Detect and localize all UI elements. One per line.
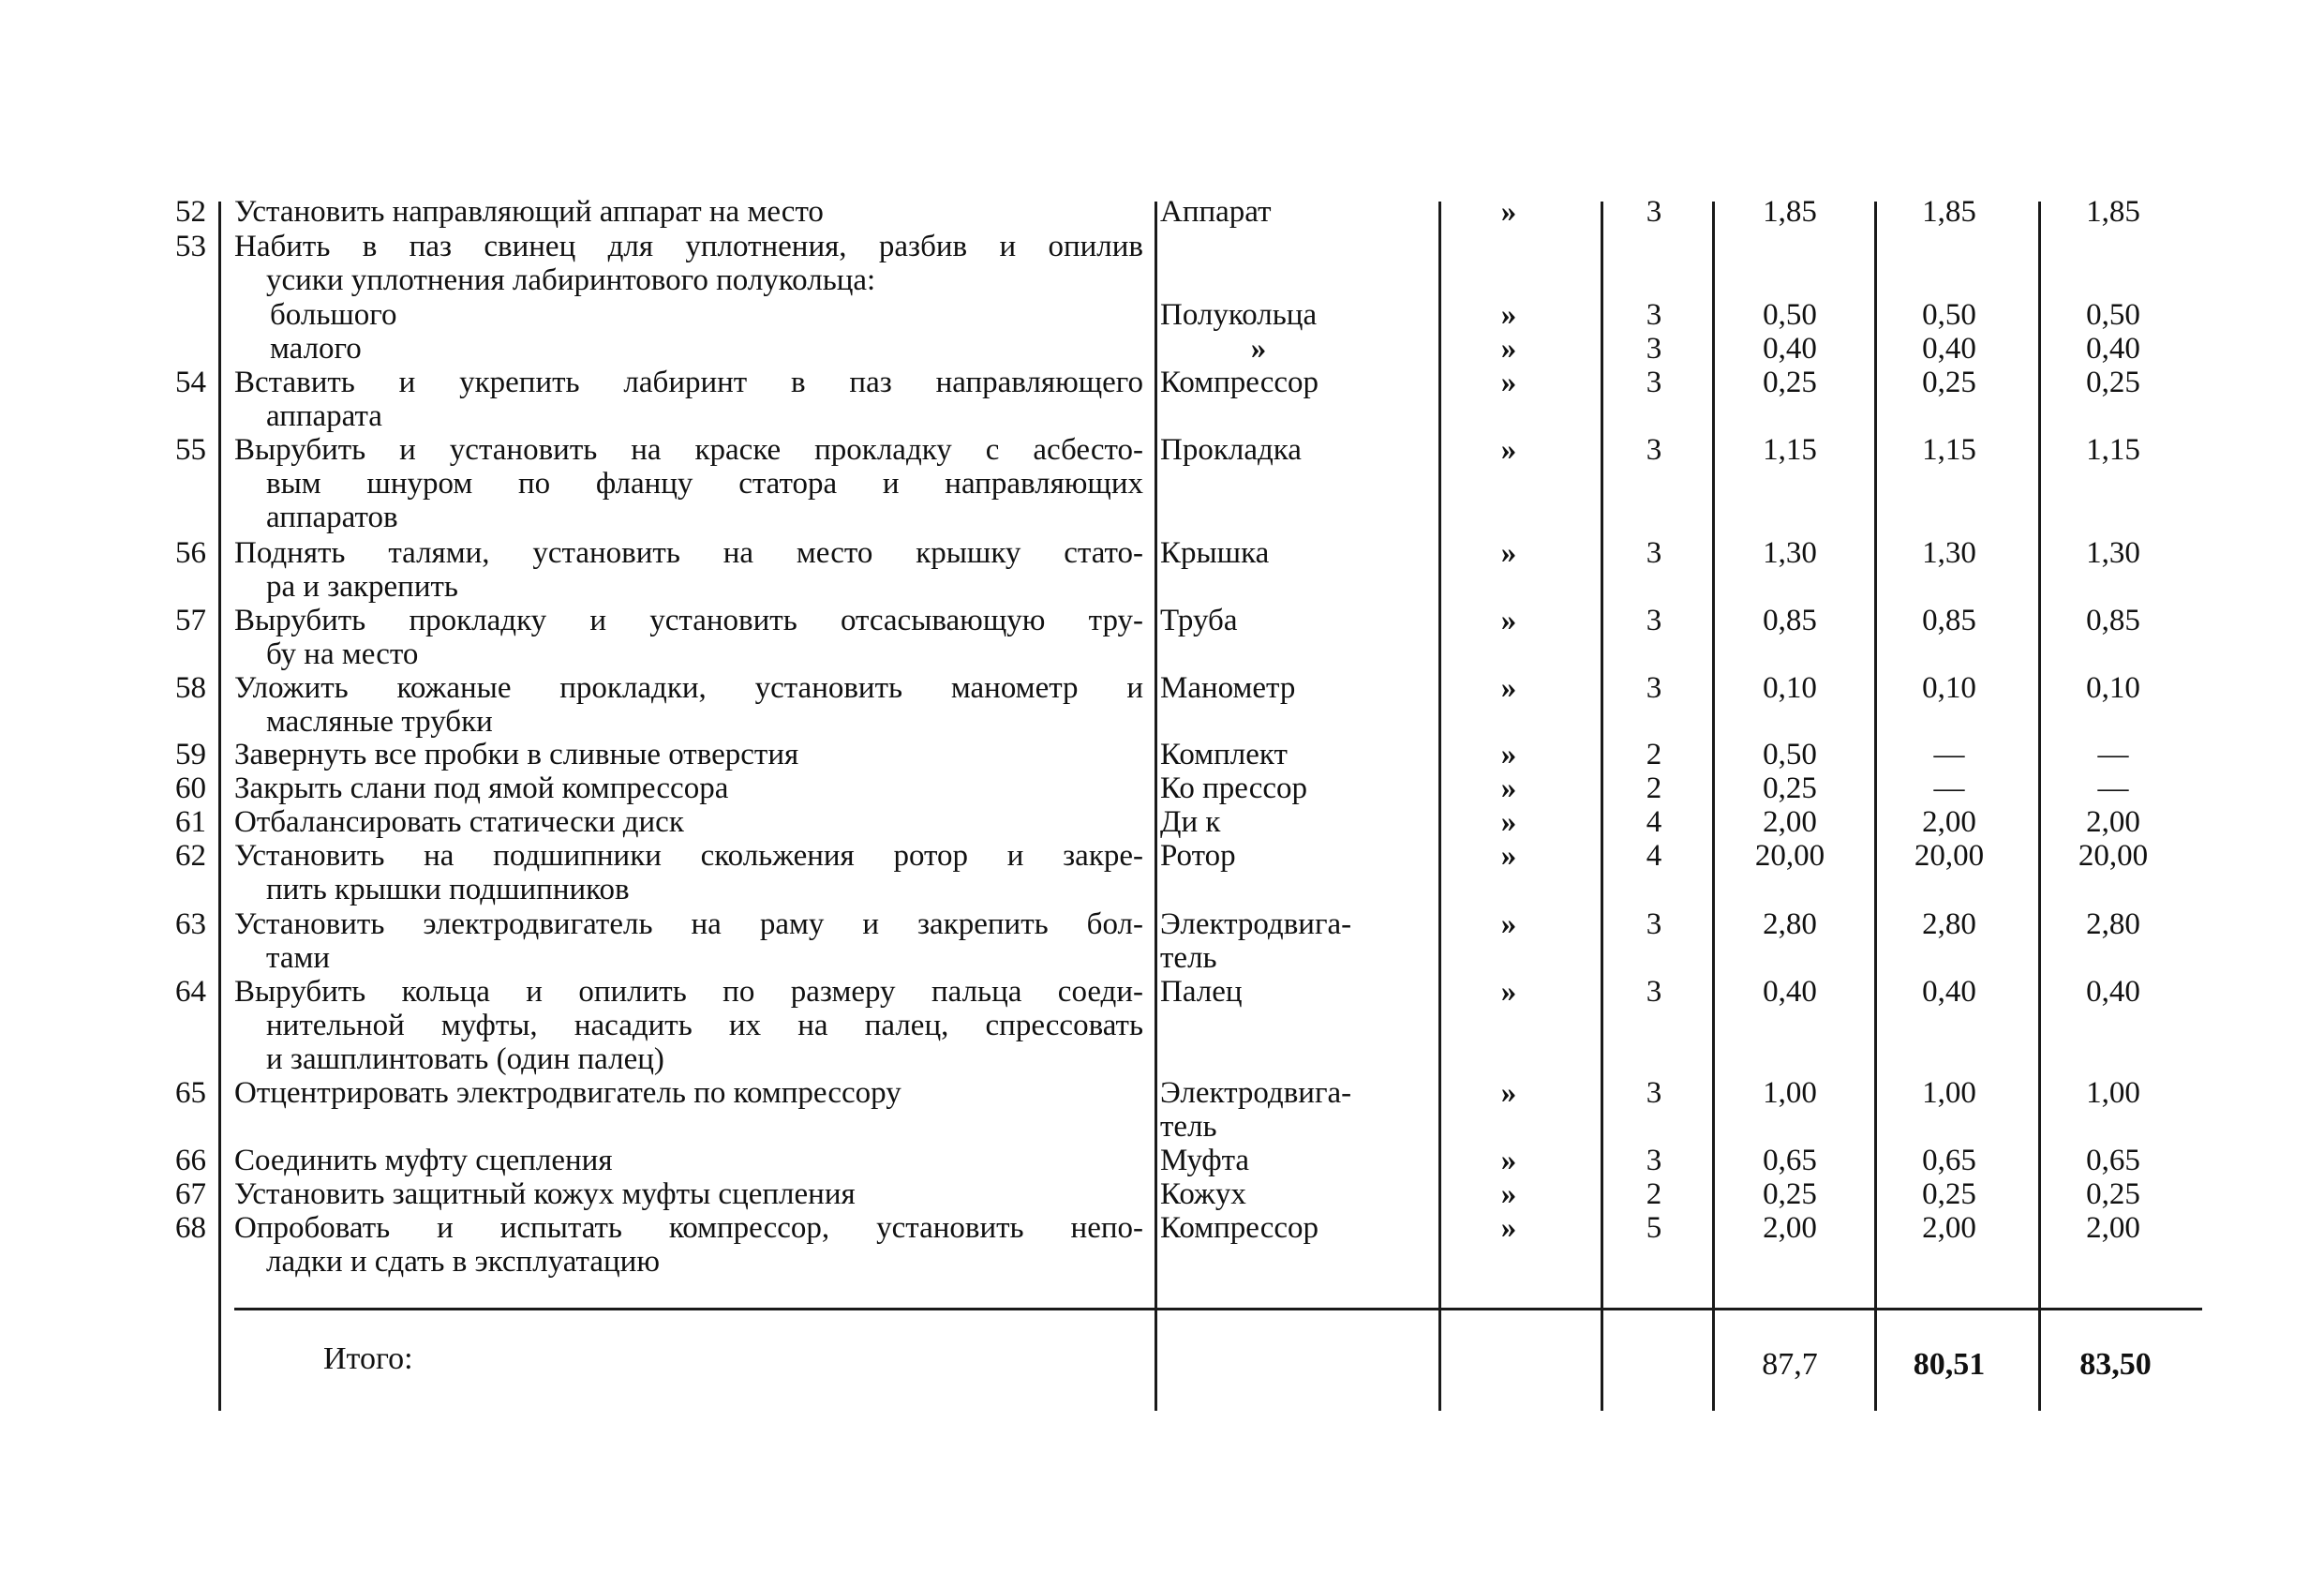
description-line: Вырубить кольца и опилить по размеру пальца соеди- bbox=[234, 975, 1143, 1009]
operation-description bbox=[234, 230, 1143, 297]
value-col-3: 20,00 bbox=[2078, 839, 2149, 873]
ditto-mark: » bbox=[1500, 1211, 1517, 1245]
description-line: нительной муфты, насадить их на палец, спрессовать bbox=[266, 1009, 1143, 1042]
value-col-2: 2,80 bbox=[1922, 907, 1976, 941]
value-col-3: 0,10 bbox=[2086, 671, 2140, 705]
total-label: Итого: bbox=[323, 1341, 413, 1376]
row-number: 58 bbox=[175, 671, 206, 705]
value-col-2: 1,30 bbox=[1922, 536, 1976, 570]
operation-description bbox=[234, 805, 1143, 839]
ditto-mark: » bbox=[1500, 1144, 1517, 1177]
value-col-2: 0,25 bbox=[1922, 1177, 1976, 1211]
value-col-1: 1,30 bbox=[1763, 536, 1817, 570]
value-col-1: 20,00 bbox=[1754, 839, 1825, 873]
category: 3 bbox=[1646, 1144, 1662, 1177]
ditto-mark: » bbox=[1500, 805, 1517, 839]
description-line: Установить направляющий аппарат на место bbox=[234, 195, 824, 229]
unit-of-measure: Палец bbox=[1160, 975, 1243, 1009]
value-col-3: 2,00 bbox=[2086, 1211, 2140, 1245]
description-line: Опробовать и испытать компрессор, установить непо- bbox=[234, 1211, 1143, 1245]
unit-of-measure: Полукольца bbox=[1160, 298, 1318, 332]
category: 3 bbox=[1646, 366, 1662, 399]
value-col-2: — bbox=[1933, 738, 1965, 771]
unit-of-measure: Труба bbox=[1160, 604, 1238, 637]
description-line: ладки и сдать в эксплуатацию bbox=[266, 1245, 660, 1279]
value-col-1: 2,00 bbox=[1763, 1211, 1817, 1245]
value-col-2: 0,40 bbox=[1922, 332, 1976, 366]
row-number: 67 bbox=[175, 1177, 206, 1211]
category: 3 bbox=[1646, 298, 1662, 332]
description-line: тами bbox=[266, 941, 331, 975]
description-line: пить крышки подшипников bbox=[266, 873, 630, 906]
description-line: Набить в паз свинец для уплотнения, разбив и опилив bbox=[234, 230, 1143, 263]
row-number: 52 bbox=[175, 195, 206, 229]
unit-of-measure: Электродвига- тель bbox=[1160, 907, 1352, 975]
value-col-3: 1,30 bbox=[2086, 536, 2140, 570]
value-col-1: 0,25 bbox=[1763, 366, 1817, 399]
description-line: бу на место bbox=[266, 637, 419, 671]
category: 3 bbox=[1646, 433, 1662, 467]
total-v3: 83,50 bbox=[2079, 1347, 2152, 1382]
row-number: 61 bbox=[175, 805, 206, 839]
unit-of-measure: » bbox=[1250, 332, 1267, 366]
ditto-mark: » bbox=[1500, 332, 1517, 366]
category: 4 bbox=[1646, 805, 1662, 839]
ditto-mark: » bbox=[1500, 839, 1517, 873]
description-line: Отцентрировать электродвигатель по компрессору bbox=[234, 1076, 901, 1110]
row-number: 55 bbox=[175, 433, 206, 467]
value-col-3: 0,40 bbox=[2086, 975, 2140, 1009]
value-col-2: 0,85 bbox=[1922, 604, 1976, 637]
description-line: Вырубить прокладку и установить отсасывающую тру- bbox=[234, 604, 1143, 637]
value-col-1: 2,80 bbox=[1763, 907, 1817, 941]
value-col-1: 0,25 bbox=[1763, 1177, 1817, 1211]
description-line: Установить на подшипники скольжения ротор и закре- bbox=[234, 839, 1143, 873]
value-col-3: 2,80 bbox=[2086, 907, 2140, 941]
unit-of-measure: Компрессор bbox=[1160, 366, 1319, 399]
value-col-2: 0,10 bbox=[1922, 671, 1976, 705]
ditto-mark: » bbox=[1500, 1177, 1517, 1211]
value-col-2: — bbox=[1933, 771, 1965, 805]
category: 3 bbox=[1646, 195, 1662, 229]
value-col-1: 0,50 bbox=[1763, 738, 1817, 771]
value-col-2: 20,00 bbox=[1914, 839, 1985, 873]
value-col-3: 1,00 bbox=[2086, 1076, 2140, 1110]
description-line: малого bbox=[270, 332, 362, 366]
description-line: Соединить муфту сцепления bbox=[234, 1144, 613, 1177]
unit-of-measure: Кожух bbox=[1160, 1177, 1246, 1211]
unit-of-measure: Муфта bbox=[1160, 1144, 1250, 1177]
ditto-mark: » bbox=[1500, 771, 1517, 805]
ditto-mark: » bbox=[1500, 604, 1517, 637]
category: 3 bbox=[1646, 536, 1662, 570]
description-line: Вставить и укрепить лабиринт в паз направляющего bbox=[234, 366, 1143, 399]
unit-of-measure: Ди к bbox=[1160, 805, 1221, 839]
description-line: Вырубить и установить на краске прокладку с асбесто- bbox=[234, 433, 1143, 467]
ditto-mark: » bbox=[1500, 975, 1517, 1009]
unit-of-measure: Манометр bbox=[1160, 671, 1296, 705]
value-col-1: 0,85 bbox=[1763, 604, 1817, 637]
category: 3 bbox=[1646, 907, 1662, 941]
total-v1: 87,7 bbox=[1762, 1347, 1818, 1382]
value-col-3: 0,85 bbox=[2086, 604, 2140, 637]
value-col-2: 2,00 bbox=[1922, 805, 1976, 839]
row-number: 54 bbox=[175, 366, 206, 399]
value-col-1: 1,85 bbox=[1763, 195, 1817, 229]
value-col-2: 1,15 bbox=[1922, 433, 1976, 467]
description-line: масляные трубки bbox=[266, 705, 493, 739]
value-col-3: 1,15 bbox=[2086, 433, 2140, 467]
value-col-1: 1,15 bbox=[1763, 433, 1817, 467]
row-number: 59 bbox=[175, 738, 206, 771]
unit-of-measure: Крышка bbox=[1160, 536, 1270, 570]
unit-of-measure: Ко прессор bbox=[1160, 771, 1308, 805]
value-col-3: 2,00 bbox=[2086, 805, 2140, 839]
ditto-mark: » bbox=[1500, 671, 1517, 705]
value-col-1: 2,00 bbox=[1763, 805, 1817, 839]
description-line: Установить электродвигатель на раму и закрепить бол- bbox=[234, 907, 1143, 941]
description-line: Уложить кожаные прокладки, установить манометр и bbox=[234, 671, 1143, 705]
value-col-2: 2,00 bbox=[1922, 1211, 1976, 1245]
operation-description bbox=[234, 536, 1143, 604]
category: 3 bbox=[1646, 671, 1662, 705]
value-col-1: 0,50 bbox=[1763, 298, 1817, 332]
value-col-2: 0,65 bbox=[1922, 1144, 1976, 1177]
ditto-mark: » bbox=[1500, 907, 1517, 941]
row-number: 60 bbox=[175, 771, 206, 805]
unit-of-measure: Электродвига- тель bbox=[1160, 1076, 1352, 1144]
value-col-2: 0,25 bbox=[1922, 366, 1976, 399]
operation-description bbox=[234, 671, 1143, 739]
value-col-1: 0,40 bbox=[1763, 975, 1817, 1009]
operation-description bbox=[234, 1076, 1143, 1110]
value-col-3: 0,25 bbox=[2086, 366, 2140, 399]
description-line: аппаратов bbox=[266, 501, 398, 534]
category: 2 bbox=[1646, 1177, 1662, 1211]
category: 5 bbox=[1646, 1211, 1662, 1245]
operation-description bbox=[234, 1177, 1143, 1211]
unit-of-measure: Прокладка bbox=[1160, 433, 1302, 467]
value-col-1: 0,25 bbox=[1763, 771, 1817, 805]
ditto-mark: » bbox=[1500, 536, 1517, 570]
row-number: 64 bbox=[175, 975, 206, 1009]
row-number: 66 bbox=[175, 1144, 206, 1177]
row-number: 68 bbox=[175, 1211, 206, 1245]
value-col-3: 1,85 bbox=[2086, 195, 2140, 229]
operation-description bbox=[234, 1211, 1143, 1279]
row-number: 65 bbox=[175, 1076, 206, 1110]
operation-description bbox=[234, 771, 1143, 805]
description-line: большого bbox=[270, 298, 397, 332]
rule-unit bbox=[1155, 202, 1157, 1411]
value-col-1: 0,10 bbox=[1763, 671, 1817, 705]
operation-description bbox=[234, 195, 1143, 229]
value-col-1: 0,65 bbox=[1763, 1144, 1817, 1177]
ditto-mark: » bbox=[1500, 366, 1517, 399]
ditto-mark: » bbox=[1500, 738, 1517, 771]
value-col-1: 0,40 bbox=[1763, 332, 1817, 366]
ditto-mark: » bbox=[1500, 195, 1517, 229]
description-line: усики уплотнения лабиринтового полукольца: bbox=[266, 263, 876, 297]
category: 3 bbox=[1646, 604, 1662, 637]
rule-v3 bbox=[2038, 202, 2041, 1411]
rule-v1 bbox=[1712, 202, 1715, 1411]
ditto-mark: » bbox=[1500, 433, 1517, 467]
category: 2 bbox=[1646, 771, 1662, 805]
description-line: вым шнуром по фланцу статора и направляющих bbox=[266, 467, 1143, 501]
category: 4 bbox=[1646, 839, 1662, 873]
operation-description bbox=[234, 738, 1143, 771]
operation-description bbox=[234, 332, 1143, 366]
row-number: 53 bbox=[175, 230, 206, 263]
value-col-2: 1,85 bbox=[1922, 195, 1976, 229]
description-line: Установить защитный кожух муфты сцепления bbox=[234, 1177, 856, 1211]
rule-left bbox=[218, 202, 221, 1411]
value-col-3: 0,65 bbox=[2086, 1144, 2140, 1177]
operation-description bbox=[234, 907, 1143, 975]
description-line: Закрыть слани под ямой компрессора bbox=[234, 771, 729, 805]
row-number: 57 bbox=[175, 604, 206, 637]
operation-description bbox=[234, 604, 1143, 671]
operation-description bbox=[234, 433, 1143, 534]
value-col-3: 0,25 bbox=[2086, 1177, 2140, 1211]
rule-total bbox=[234, 1308, 2202, 1310]
operation-description bbox=[234, 975, 1143, 1076]
operation-description bbox=[234, 298, 1143, 332]
value-col-2: 1,00 bbox=[1922, 1076, 1976, 1110]
ditto-mark: » bbox=[1500, 1076, 1517, 1110]
category: 3 bbox=[1646, 975, 1662, 1009]
value-col-2: 0,50 bbox=[1922, 298, 1976, 332]
value-col-1: 1,00 bbox=[1763, 1076, 1817, 1110]
category: 2 bbox=[1646, 738, 1662, 771]
category: 3 bbox=[1646, 332, 1662, 366]
rule-cat bbox=[1601, 202, 1603, 1411]
operation-description bbox=[234, 839, 1143, 906]
operation-description bbox=[234, 1144, 1143, 1177]
unit-of-measure: Компрессор bbox=[1160, 1211, 1319, 1245]
category: 3 bbox=[1646, 1076, 1662, 1110]
description-line: Отбалансировать статически диск bbox=[234, 805, 684, 839]
operation-description bbox=[234, 366, 1143, 433]
description-line: и зашплинтовать (один палец) bbox=[266, 1042, 664, 1076]
ditto-mark: » bbox=[1500, 298, 1517, 332]
description-line: Завернуть все пробки в сливные отверстия bbox=[234, 738, 799, 771]
value-col-3: — bbox=[2097, 771, 2129, 805]
row-number: 62 bbox=[175, 839, 206, 873]
unit-of-measure: Ротор bbox=[1160, 839, 1236, 873]
value-col-3: 0,40 bbox=[2086, 332, 2140, 366]
description-line: аппарата bbox=[266, 399, 382, 433]
rule-v2 bbox=[1874, 202, 1877, 1411]
description-line: Поднять талями, установить на место крышку стато- bbox=[234, 536, 1143, 570]
unit-of-measure: Аппарат bbox=[1160, 195, 1272, 229]
total-v2: 80,51 bbox=[1913, 1347, 1986, 1382]
value-col-3: 0,50 bbox=[2086, 298, 2140, 332]
value-col-2: 0,40 bbox=[1922, 975, 1976, 1009]
description-line: ра и закрепить bbox=[266, 570, 458, 604]
unit-of-measure: Комплект bbox=[1160, 738, 1288, 771]
value-col-3: — bbox=[2097, 738, 2129, 771]
row-number: 56 bbox=[175, 536, 206, 570]
row-number: 63 bbox=[175, 907, 206, 941]
